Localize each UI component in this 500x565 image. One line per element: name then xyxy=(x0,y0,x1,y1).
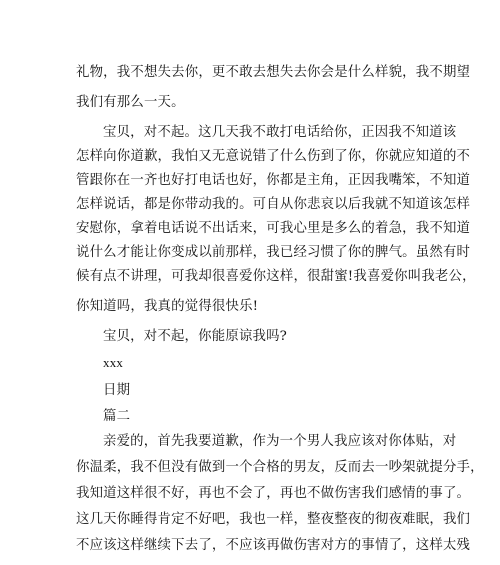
text-line: 你温柔，我不但没有做到一个合格的男友，反而去一吵架就提分手， xyxy=(76,460,484,475)
date-label: 日期 xyxy=(103,383,131,398)
text-line: 礼物，我不想失去你，更不敢去想失去你会是什么样貌，我不期望 xyxy=(76,65,471,80)
text-line: 这几天你睡得肯定不好吧，我也一样，整夜整夜的彻夜难眠，我们 xyxy=(76,512,471,527)
text-line: 管跟你在一齐也好打电话也好，你都是主角，正因我嘴笨，不知道 xyxy=(76,173,471,188)
text-line: 你知道吗，我真的觉得很快乐! xyxy=(76,299,259,314)
text-line: 我们有那么一天。 xyxy=(76,95,185,110)
text-line: 安慰你，拿着电话说不出话来，可我心里是多么的着急，我不知道 xyxy=(76,221,471,236)
text-line: 不应该这样继续下去了，不应该再做伤害对方的事情了，这样太残 xyxy=(76,538,471,553)
paragraph-start-line: 宝贝，对不起，你能原谅我吗? xyxy=(103,329,288,344)
signature-name: xxx xyxy=(103,355,124,370)
paragraph-start-line: 宝贝，对不起。这几天我不敢打电话给你，正因我不知道该 xyxy=(103,125,457,140)
text-line: 我知道这样很不好，再也不会了，再也不做伤害我们感情的事了。 xyxy=(76,486,471,501)
paragraph-start-line: 亲爱的，首先我要道歉，作为一个男人我应该对你体贴，对 xyxy=(103,434,457,449)
text-line: 怎样说话，都是你带动我的。可自从你悲哀以后我就不知道该怎样 xyxy=(76,197,471,212)
section-heading: 篇二 xyxy=(103,409,131,424)
text-line: 说什么才能让你变成以前那样，我已经习惯了你的脾气。虽然有时 xyxy=(76,245,471,260)
text-line: 候有点不讲理，可我却很喜爱你这样，很甜蜜!我喜爱你叫我老公， xyxy=(76,269,476,284)
text-line: 怎样向你道歉，我怕又无意说错了什么伤到了你，你就应知道的不 xyxy=(76,149,471,164)
